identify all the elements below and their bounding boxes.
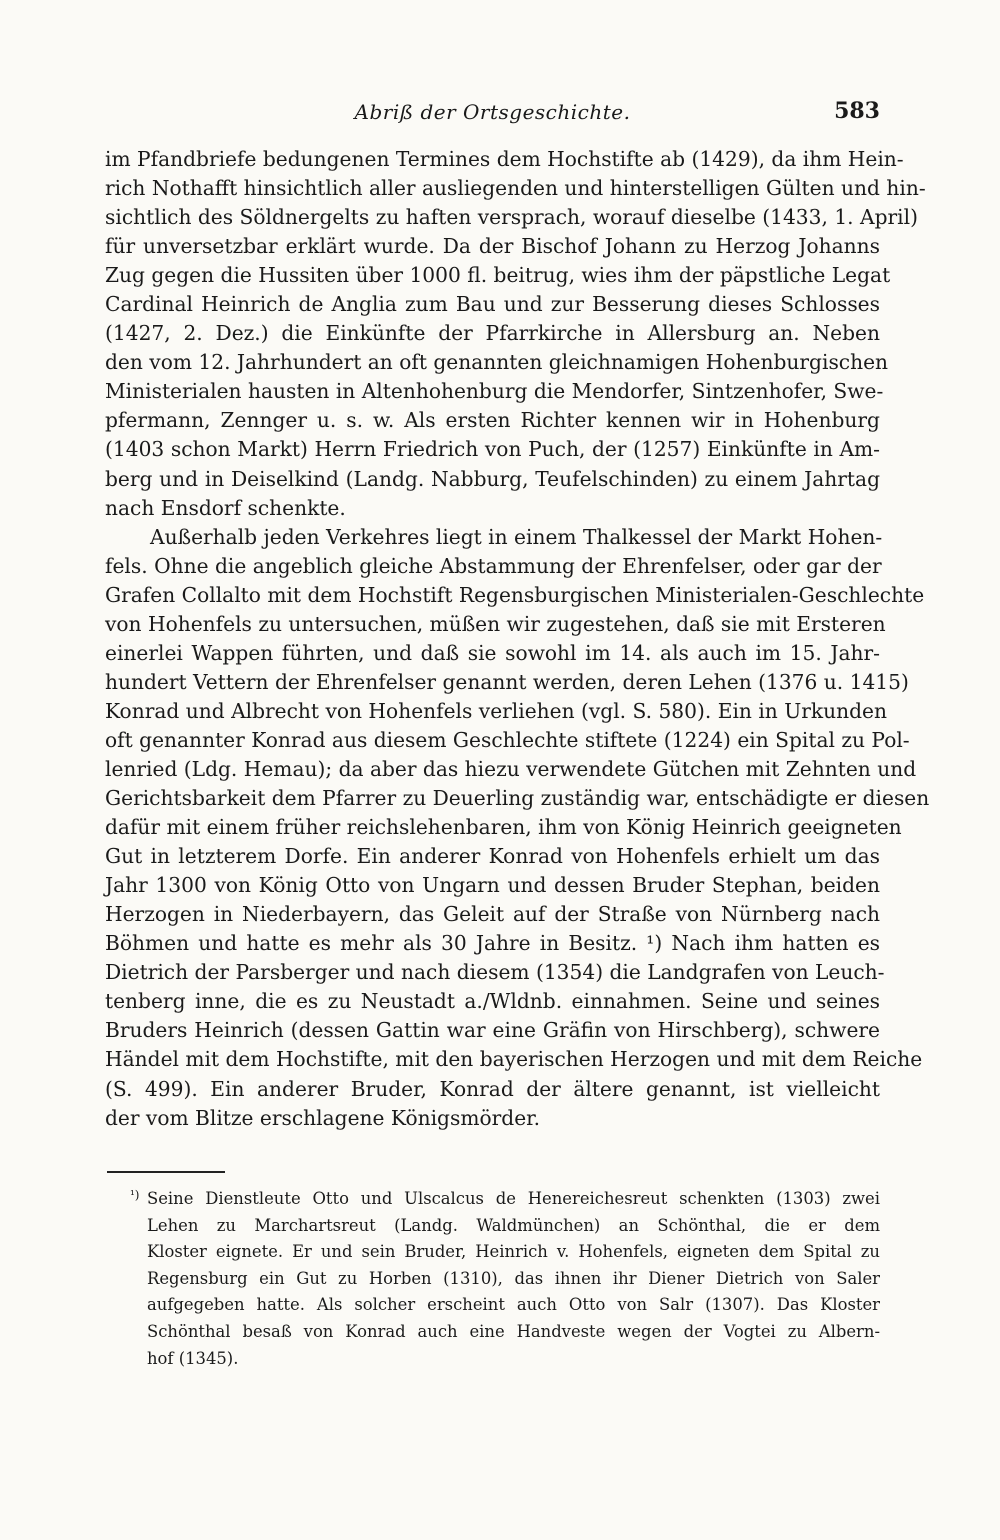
footnote-line: aufgegeben hatte. Als solcher erscheint auch Otto von Salr (1307). Das Kloster <box>147 1295 880 1315</box>
footnote-line: Seine Dienstleute Otto und Ulscalcus de Henereichesreut schenkten (1303) zwei <box>147 1189 880 1208</box>
text-line: Herzogen in Niederbayern, das Geleit auf der Straße von Nürnberg nach <box>105 902 880 927</box>
text-line: lenried (Ldg. Hemau); da aber das hiezu verwendete Gütchen mit Zehnten und <box>105 756 917 781</box>
running-head <box>105 100 880 132</box>
text-line: Zug gegen die Hussiten über 1000 fl. beitrug, wies ihm der päpstliche Legat <box>105 263 891 288</box>
text-line: im Pfandbriefe bedungenen Termines dem Hochstifte ab (1429), da ihm Hein- <box>105 147 904 171</box>
text-line: Bruders Heinrich (dessen Gattin war eine Gräfin von Hirschberg), schwere <box>105 1018 880 1043</box>
paragraph-end-line: der vom Blitze erschlagene Königsmörder. <box>105 1105 541 1130</box>
text-line: Böhmen und hatte es mehr als 30 Jahre in Besitz. ¹) Nach ihm hatten es <box>105 931 880 956</box>
text-line: dafür mit einem früher reichslehenbaren, ihm von König Heinrich geeigneten <box>105 815 902 840</box>
paragraph-end-line: nach Ensdorf schenkte. <box>105 495 346 520</box>
text-line: Cardinal Heinrich de Anglia zum Bau und zur Besserung dieses Schlosses <box>105 292 880 317</box>
footnote-line: Regensburg ein Gut zu Horben (1310), das ihnen ihr Diener Dietrich von Saler <box>147 1268 880 1288</box>
text-line: für unversetzbar erklärt wurde. Da der Bischof Johann zu Herzog Johanns <box>105 234 880 259</box>
text-line: pfermann, Zennger u. s. w. Als ersten Richter kennen wir in Hohenburg <box>105 408 880 433</box>
text-line: Ministerialen hausten in Altenhohenburg die Mendorfer, Sintzenhofer, Swe- <box>105 379 884 404</box>
text-line: rich Nothafft hinsichtlich aller ausliegenden und hinterstelligen Gülten und hin- <box>105 176 926 201</box>
footnote-line: Kloster eignete. Er und sein Bruder, Heinrich v. Hohenfels, eigneten dem Spital zu <box>147 1242 880 1262</box>
text-line: von Hohenfels zu untersuchen, müßen wir zugestehen, daß sie mit Ersteren <box>105 611 886 636</box>
footnote-line: Schönthal besaß von Konrad auch eine Handveste wegen der Vogtei zu Albern- <box>147 1321 880 1341</box>
text-line: den vom 12. Jahrhundert an oft genannten gleichnamigen Hohenburgischen <box>105 350 889 375</box>
text-line: (S. 499). Ein anderer Bruder, Konrad der ältere genannt, ist vielleicht <box>105 1076 880 1101</box>
running-head-title: Abriß der Ortsgeschichte. <box>354 100 631 124</box>
text-line: Gerichtsbarkeit dem Pfarrer zu Deuerling zuständig war, entschädigte er diesen <box>105 786 930 811</box>
text-line: Gut in letzterem Dorfe. Ein anderer Konrad von Hohenfels erhielt um das <box>105 844 880 869</box>
text-line: berg und in Deiselkind (Landg. Nabburg, Teufelschinden) zu einem Jahrtag <box>105 466 880 491</box>
footnote-line: hof (1345). <box>147 1348 239 1368</box>
text-line: (1427, 2. Dez.) die Einkünfte der Pfarrkirche in Allersburg an. Neben <box>105 321 880 346</box>
text-line: hundert Vettern der Ehrenfelser genannt werden, deren Lehen (1376 u. 1415) <box>105 669 909 694</box>
text-line: fels. Ohne die angeblich gleiche Abstammung der Ehrenfelser, oder gar der <box>105 553 882 578</box>
text-line: Konrad und Albrecht von Hohenfels verliehen (vgl. S. 580). Ein in Urkunden <box>105 698 887 723</box>
text-line: Dietrich der Parsberger und nach diesem (1354) die Landgrafen von Leuch- <box>105 960 885 985</box>
footnote <box>130 1186 880 1372</box>
footnote-separator <box>107 1171 225 1173</box>
text-line: Händel mit dem Hochstifte, mit den bayerischen Herzogen und mit dem Reiche <box>105 1047 923 1072</box>
paragraph-start-line: Außerhalb jeden Verkehres liegt in einem Thalkessel der Markt Hohen- <box>150 524 883 549</box>
main-text <box>105 145 930 1133</box>
footnote-line: Lehen zu Marchartsreut (Landg. Waldmünchen) an Schönthal, die er dem <box>147 1215 880 1235</box>
text-line: Grafen Collalto mit dem Hochstift Regensburgischen Ministerialen-Geschlechte <box>105 582 925 607</box>
page-number: 583 <box>834 98 880 124</box>
text-line: (1403 schon Markt) Herrn Friedrich von Puch, der (1257) Einkünfte in Am- <box>105 437 880 462</box>
text-line: Jahr 1300 von König Otto von Ungarn und dessen Bruder Stephan, beiden <box>105 873 880 898</box>
footnote-marker: ¹) <box>130 1188 140 1202</box>
text-line: tenberg inne, die es zu Neustadt a./Wldnb. einnahmen. Seine und seines <box>105 989 880 1014</box>
text-line: sichtlich des Söldnergelts zu haften versprach, worauf dieselbe (1433, 1. April) <box>105 205 918 230</box>
text-line: oft genannter Konrad aus diesem Geschlechte stiftete (1224) ein Spital zu Pol- <box>105 727 910 752</box>
text-line: einerlei Wappen führten, und daß sie sowohl im 14. als auch im 15. Jahr- <box>105 640 880 665</box>
